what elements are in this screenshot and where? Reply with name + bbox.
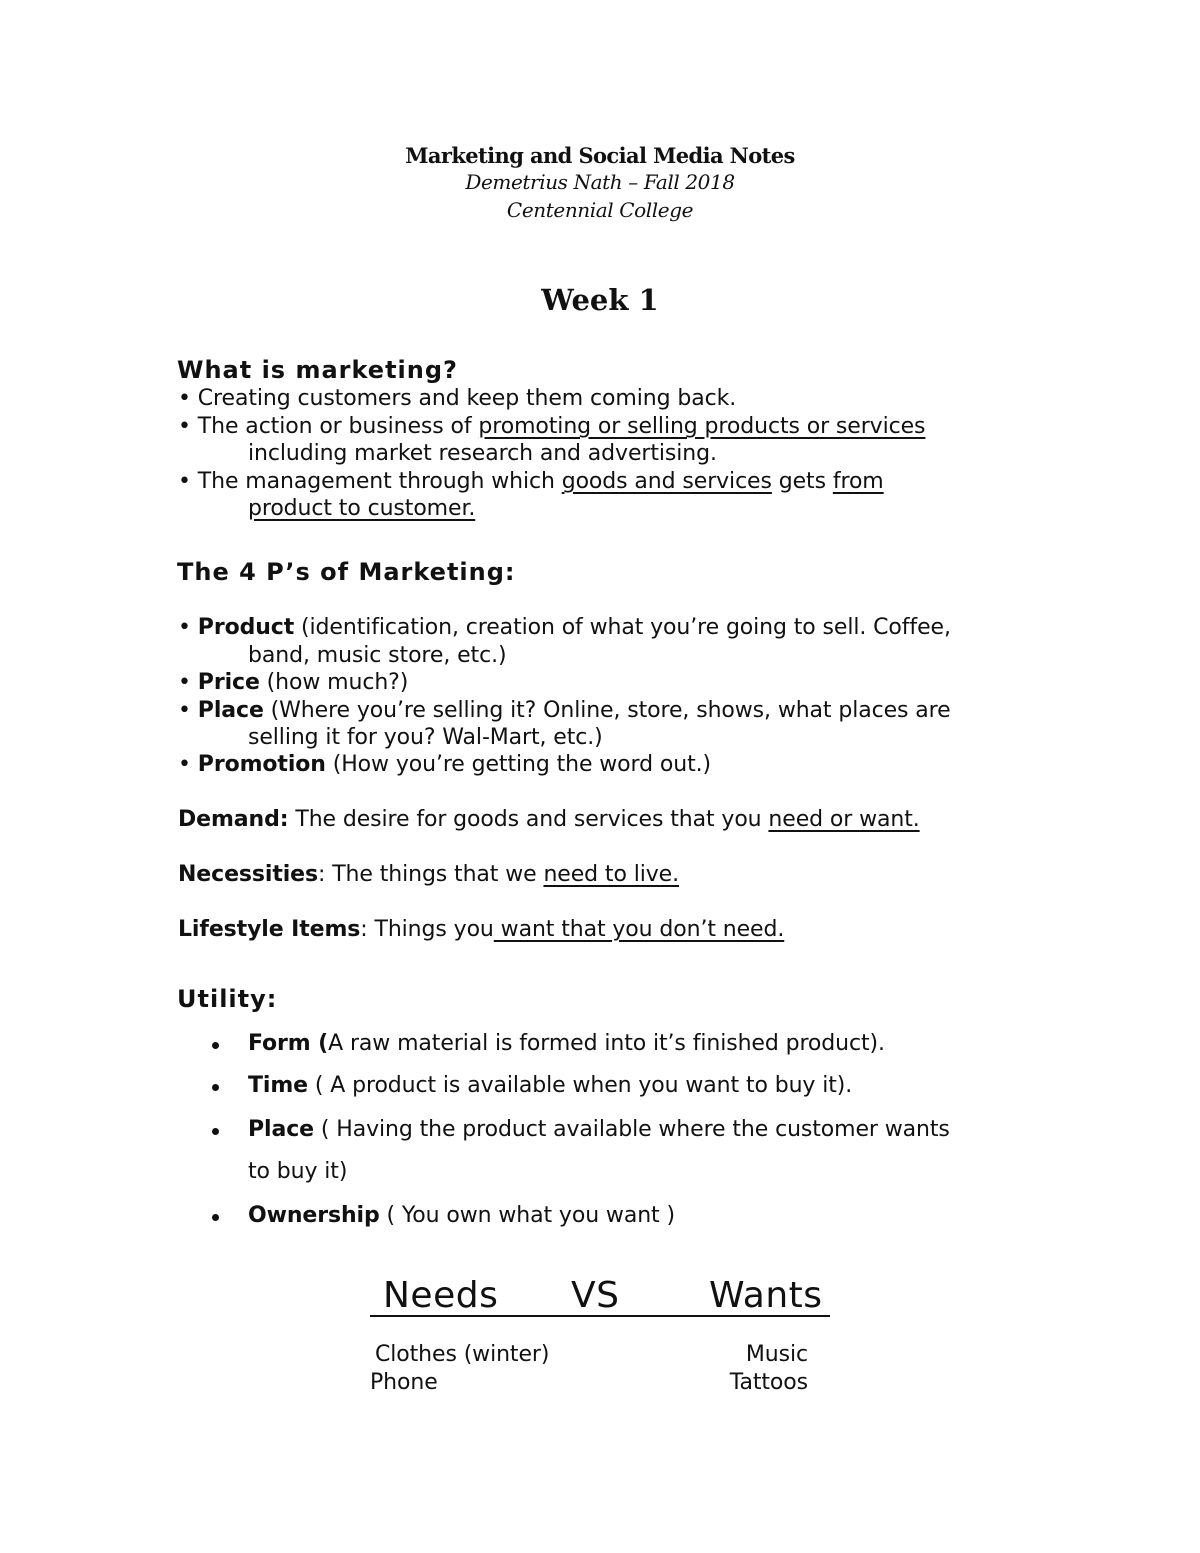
bullet-dot-icon xyxy=(212,1042,219,1049)
utility-place xyxy=(248,1117,950,1142)
bullet-char: • xyxy=(178,698,191,723)
bullet-text: gets xyxy=(771,469,833,494)
bullet-char: • xyxy=(178,469,191,494)
utility-place-continued: to buy it) xyxy=(248,1159,348,1184)
author-line: Demetrius Nath – Fall 2018 xyxy=(465,170,735,194)
institution-line: Centennial College xyxy=(506,198,694,222)
price-label: Price xyxy=(197,670,260,695)
place-label: Place xyxy=(197,698,264,723)
promotion-text: (How you’re getting the word out.) xyxy=(325,752,711,777)
form-label: Form ( xyxy=(248,1031,329,1056)
needs-heading: Needs xyxy=(383,1275,499,1316)
four-ps-promotion xyxy=(178,752,711,777)
necessities-label: Necessities xyxy=(178,862,318,887)
utility-form xyxy=(248,1031,885,1056)
bullet-text: Creating customers and keep them coming back. xyxy=(197,386,737,411)
needs-item: Phone xyxy=(370,1370,438,1395)
four-ps-product-continued: band, music store, etc.) xyxy=(248,643,507,668)
what-is-marketing-heading: What is marketing? xyxy=(177,356,458,384)
lifestyle-definition xyxy=(178,917,784,942)
four-ps-product xyxy=(178,615,951,640)
bullet-char: • xyxy=(178,615,191,640)
marketing-bullet-3-continued: product to customer. xyxy=(248,496,476,521)
form-text: A raw material is formed into it’s finished product). xyxy=(328,1031,885,1056)
needs-vs-wants-header xyxy=(370,1275,830,1317)
utility-ownership xyxy=(248,1203,675,1228)
week-title: Week 1 xyxy=(541,283,659,317)
ownership-text: ( You own what you want ) xyxy=(379,1203,675,1228)
four-ps-place xyxy=(178,698,951,723)
product-label: Product xyxy=(197,615,295,640)
place-label: Place xyxy=(248,1117,314,1142)
wants-item: Tattoos xyxy=(729,1370,808,1395)
lifestyle-label: Lifestyle Items xyxy=(178,917,361,942)
utility-time xyxy=(248,1073,852,1098)
place-text: (Where you’re selling it? Online, store, shows, what places are xyxy=(263,698,951,723)
document-title: Marketing and Social Media Notes xyxy=(405,143,795,168)
bullet-text: The action or business of xyxy=(197,414,479,439)
time-label: Time xyxy=(248,1073,308,1098)
bullet-dot-icon xyxy=(212,1128,219,1135)
promotion-label: Promotion xyxy=(197,752,326,777)
marketing-bullet-1 xyxy=(178,386,736,411)
ownership-label: Ownership xyxy=(248,1203,380,1228)
demand-text: The desire for goods and services that you xyxy=(288,807,769,832)
bullet-dot-icon xyxy=(212,1084,219,1091)
lifestyle-text: : Things you xyxy=(360,917,494,942)
underlined-text: promoting or selling products or services xyxy=(478,414,926,439)
demand-definition xyxy=(178,807,920,832)
four-ps-price xyxy=(178,670,408,695)
product-text: (identification, creation of what you’re going to sell. Coffee, xyxy=(294,615,951,640)
needs-item: Clothes (winter) xyxy=(375,1342,550,1367)
bullet-char: • xyxy=(178,670,191,695)
wants-item: Music xyxy=(745,1342,808,1367)
underlined-text: want that you don’t need. xyxy=(493,917,785,942)
marketing-bullet-2 xyxy=(178,414,925,439)
underlined-text: need or want. xyxy=(768,807,920,832)
bullet-char: • xyxy=(178,752,191,777)
bullet-text: The management through which xyxy=(197,469,562,494)
underlined-text: need to live. xyxy=(543,862,679,887)
time-text: ( A product is available when you want to buy it). xyxy=(308,1073,853,1098)
four-ps-heading: The 4 P’s of Marketing: xyxy=(177,558,516,586)
four-ps-place-continued: selling it for you? Wal-Mart, etc.) xyxy=(248,725,603,750)
demand-label: Demand: xyxy=(178,807,289,832)
necessities-text: : The things that we xyxy=(318,862,544,887)
underlined-text: goods and services xyxy=(561,469,772,494)
place-text: ( Having the product available where the customer wants xyxy=(313,1117,950,1142)
wants-heading: Wants xyxy=(709,1275,823,1316)
utility-heading: Utility: xyxy=(177,985,278,1013)
price-text: (how much?) xyxy=(259,670,409,695)
underlined-text: from xyxy=(832,469,884,494)
vs-heading: VS xyxy=(571,1275,620,1316)
bullet-dot-icon xyxy=(212,1214,219,1221)
bullet-char: • xyxy=(178,386,191,411)
marketing-bullet-3 xyxy=(178,469,884,494)
marketing-bullet-2-continued: including market research and advertising. xyxy=(248,441,717,466)
necessities-definition xyxy=(178,862,679,887)
bullet-char: • xyxy=(178,414,191,439)
